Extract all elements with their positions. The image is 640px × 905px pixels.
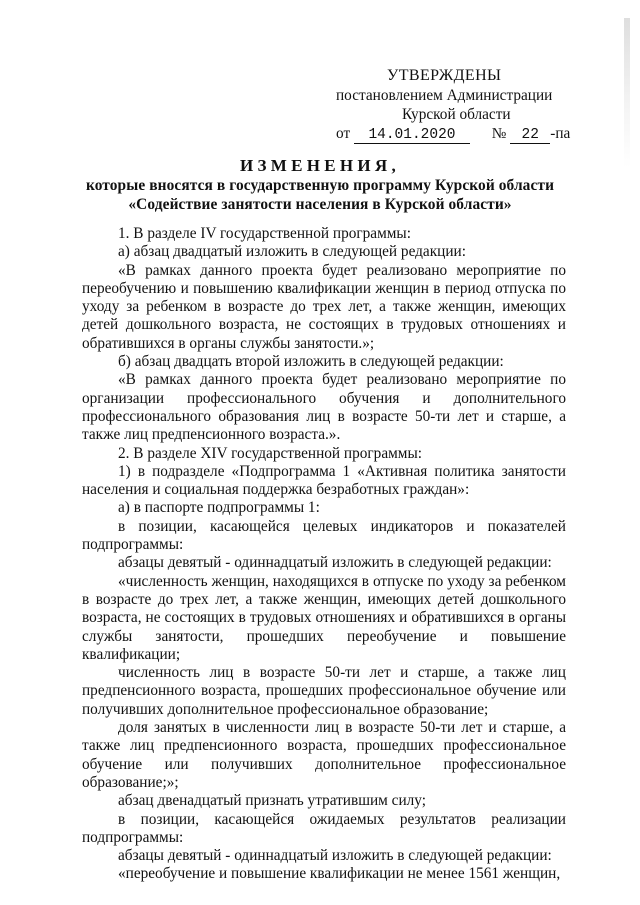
approval-heading: УТВЕРЖДЕНЫ: [387, 67, 502, 84]
paragraph-quote-training: «В рамках данного проекта будет реализовано мероприятие по организации профессионального обучения и дополнительного профессионального образования лиц в возрасте 50-ти лет и старше, а также лиц предпенсионного возраста.».: [82, 371, 566, 444]
paragraph-item-b: б) абзац двадцать второй изложить в следующей редакции:: [118, 353, 504, 371]
approval-date-line: [330, 124, 580, 146]
number-sign: №: [491, 125, 507, 142]
paragraph-indicators: в позиции, касающейся целевых индикаторов и показателей подпрограммы:: [82, 517, 566, 554]
paragraph-section-xiv: 2. В разделе XIV государственной программы:: [118, 444, 423, 462]
paragraph-retraining-1561: «переобучение и повышение квалификации не менее 1561 женщин,: [118, 865, 561, 883]
document-body: [82, 225, 566, 884]
paragraph-abzac-12: абзац двенадцатый признать утратившим силу;: [118, 792, 426, 810]
approval-block: [330, 66, 580, 146]
document-subtitle-line2: «Содействие занятости населения в Курской области»: [128, 196, 512, 213]
paragraph-women-count: «численность женщин, находящихся в отпуске по уходу за ребенком в возрасте до трех лет, а также женщин, имеющих детей дошкольного возраста, не состоящих в трудовых отношениях и обратившихся в органы службы занятости, прошедших переобучение и повышение квалификации;: [82, 572, 566, 663]
paragraph-abzacy-9-11-results: абзацы девятый - одиннадцатый изложить в следующей редакции:: [118, 847, 552, 865]
document-subtitle-line1: которые вносятся в государственную программу Курской области: [85, 177, 555, 194]
paragraph-item-a: а) абзац двадцатый изложить в следующей редакции:: [118, 243, 466, 261]
number-suffix: -па: [550, 125, 571, 142]
document-number: 22: [510, 128, 550, 144]
paragraph-section-iv: 1. В разделе IV государственной программы:: [118, 225, 411, 242]
date-prefix: от: [336, 125, 351, 142]
document-title: ИЗМЕНЕНИЯ,: [239, 156, 401, 175]
scan-edge-shadow: [624, 18, 630, 168]
paragraph-50-plus-count: численность лиц в возрасте 50-ти лет и старше, а также лиц предпенсионного возраста, прошедших профессиональное обучение или получивших дополнительное профессиональное образование;: [82, 664, 566, 718]
date-value: 14.01.2020: [354, 128, 470, 144]
approval-line-region: Курской области: [402, 106, 511, 123]
paragraph-employed-share: доля занятых в численности лиц в возрасте 50-ти лет и старше, а также лиц предпенсионного возраста, прошедших профессиональное обучение или получивших дополнительное профессиональное образование;»;: [82, 719, 566, 791]
paragraph-quote-retraining: «В рамках данного проекта будет реализовано мероприятие по переобучению и повышению квалификации женщин в период отпуска по уходу за ребенком в возрасте до трех лет, а также женщин, имеющих детей дошкольного возраста, не состоящих в трудовых отношениях и обратившихся в органы службы занятости.»;: [82, 261, 566, 352]
paragraph-expected-results: в позиции, касающейся ожидаемых результатов реализации подпрограммы:: [82, 810, 566, 846]
paragraph-subsection-1: 1) в подразделе «Подпрограмма 1 «Активная политика занятости населения и социальная поддержка безработных граждан»:: [82, 462, 566, 499]
paragraph-passport: а) в паспорте подпрограммы 1:: [118, 499, 320, 517]
paragraph-abzacy-9-11: абзацы девятый - одиннадцатый изложить в следующей редакции:: [118, 554, 552, 572]
approval-line-resolution: постановлением Администрации: [336, 87, 553, 104]
